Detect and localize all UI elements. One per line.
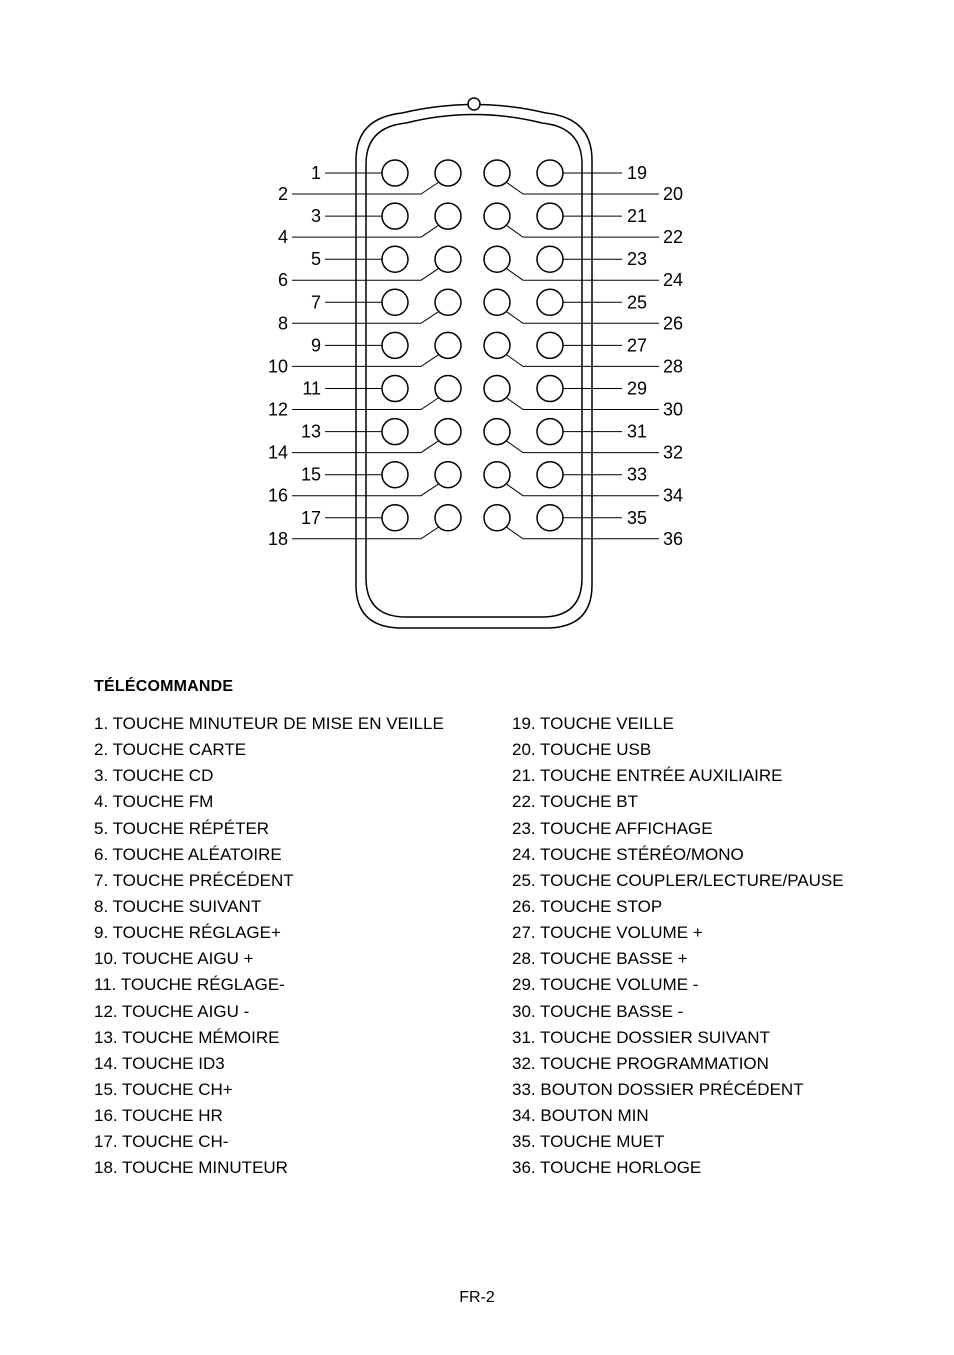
callout-number: 5	[310, 249, 321, 270]
remote-button	[537, 203, 563, 229]
remote-button	[382, 246, 408, 272]
remote-button	[382, 203, 408, 229]
legend-item: 13. TOUCHE MÉMOIRE	[94, 1027, 280, 1047]
remote-top-lug	[468, 98, 480, 110]
legend-item: 15. TOUCHE CH+	[94, 1079, 233, 1099]
legend-item: 12. TOUCHE AIGU -	[94, 1001, 250, 1021]
legend-item: 24. TOUCHE STÉRÉO/MONO	[512, 844, 744, 864]
callout-number: 30	[663, 399, 684, 420]
legend-item: 8. TOUCHE SUIVANT	[94, 896, 262, 916]
callout-number: 32	[663, 442, 684, 463]
callout-number: 24	[663, 270, 684, 291]
legend-item: 36. TOUCHE HORLOGE	[512, 1158, 702, 1178]
legend-item: 14. TOUCHE ID3	[94, 1053, 225, 1073]
callout-number: 14	[267, 442, 288, 463]
legend-item: 4. TOUCHE FM	[94, 792, 214, 812]
legend-item: 28. TOUCHE BASSE +	[512, 949, 688, 969]
callout-number: 15	[300, 464, 321, 485]
callout-number: 1	[310, 163, 321, 183]
callout-labels	[268, 163, 683, 549]
callout-number: 25	[627, 292, 648, 313]
legend-item: 11. TOUCHE RÉGLAGE-	[94, 975, 285, 995]
callout-number: 17	[300, 507, 321, 528]
remote-button	[537, 419, 563, 445]
legend-right-column	[512, 714, 844, 1185]
callout-lines	[292, 173, 659, 539]
callout-number: 22	[663, 227, 684, 248]
remote-button	[537, 505, 563, 531]
legend-item: 34. BOUTON MIN	[512, 1106, 649, 1126]
callout-number: 28	[663, 356, 684, 377]
legend-item: 27. TOUCHE VOLUME +	[512, 923, 703, 943]
remote-button	[537, 246, 563, 272]
remote-button	[537, 376, 563, 402]
legend-item: 21. TOUCHE ENTRÉE AUXILIAIRE	[512, 766, 783, 786]
legend-item: 9. TOUCHE RÉGLAGE+	[94, 923, 281, 943]
callout-number: 26	[663, 313, 684, 334]
callout-number: 13	[300, 421, 321, 442]
legend-left-column	[94, 714, 444, 1185]
callout-number: 3	[310, 206, 321, 227]
legend-item: 25. TOUCHE COUPLER/LECTURE/PAUSE	[512, 870, 844, 890]
remote-buttons	[382, 160, 563, 531]
legend-item: 3. TOUCHE CD	[94, 766, 214, 786]
legend-item: 29. TOUCHE VOLUME -	[512, 975, 699, 995]
legend-item: 22. TOUCHE BT	[512, 792, 638, 812]
remote-button	[537, 160, 563, 186]
callout-number: 23	[627, 249, 648, 270]
callout-number: 33	[627, 464, 648, 485]
remote-button	[382, 462, 408, 488]
callout-number: 35	[627, 507, 648, 528]
callout-number: 19	[627, 163, 648, 183]
legend-item: 23. TOUCHE AFFICHAGE	[512, 818, 713, 838]
legend-item: 7. TOUCHE PRÉCÉDENT	[94, 870, 294, 890]
remote-button	[382, 289, 408, 315]
legend-item: 35. TOUCHE MUET	[512, 1132, 665, 1152]
remote-button	[537, 289, 563, 315]
callout-number: 6	[277, 270, 288, 291]
callout-number: 4	[277, 227, 288, 248]
legend-item: 18. TOUCHE MINUTEUR	[94, 1158, 288, 1178]
legend-item: 32. TOUCHE PROGRAMMATION	[512, 1053, 769, 1073]
legend-item: 5. TOUCHE RÉPÉTER	[94, 818, 270, 838]
callout-number: 16	[267, 485, 288, 506]
callout-number: 18	[267, 528, 288, 549]
callout-number: 20	[663, 184, 684, 204]
remote-inner-outline	[366, 115, 582, 618]
legend-item: 1. TOUCHE MINUTEUR DE MISE EN VEILLE	[94, 714, 444, 733]
remote-button	[537, 462, 563, 488]
callout-number: 36	[663, 528, 684, 549]
callout-number: 2	[277, 184, 288, 204]
legend-item: 20. TOUCHE USB	[512, 740, 652, 760]
remote-button	[382, 505, 408, 531]
callout-number: 10	[267, 356, 288, 377]
legend-item: 2. TOUCHE CARTE	[94, 740, 247, 760]
legend-item: 33. BOUTON DOSSIER PRÉCÉDENT	[512, 1079, 804, 1099]
remote-button	[382, 376, 408, 402]
callout-number: 9	[310, 335, 321, 356]
callout-number: 12	[267, 399, 288, 420]
section-title: TÉLÉCOMMANDE	[94, 678, 234, 695]
remote-button	[382, 419, 408, 445]
legend-item: 6. TOUCHE ALÉATOIRE	[94, 844, 282, 864]
legend-item: 16. TOUCHE HR	[94, 1106, 223, 1126]
callout-number: 34	[663, 485, 684, 506]
legend-item: 17. TOUCHE CH-	[94, 1132, 229, 1152]
legend-item: 19. TOUCHE VEILLE	[512, 714, 674, 733]
callout-number: 29	[627, 378, 648, 399]
remote-button	[382, 332, 408, 358]
callout-number: 8	[277, 313, 288, 334]
legend-item: 31. TOUCHE DOSSIER SUIVANT	[512, 1027, 770, 1047]
callout-number: 31	[627, 421, 648, 442]
legend-item: 26. TOUCHE STOP	[512, 896, 663, 916]
callout-number: 11	[302, 378, 321, 399]
callout-number: 27	[627, 335, 648, 356]
legend-item: 10. TOUCHE AIGU +	[94, 949, 254, 969]
remote-button	[382, 160, 408, 186]
legend-item: 30. TOUCHE BASSE -	[512, 1001, 684, 1021]
remote-button	[537, 332, 563, 358]
callout-number: 21	[627, 206, 648, 227]
callout-number: 7	[310, 292, 321, 313]
remote-control-diagram	[0, 0, 954, 650]
page-number: FR-2	[459, 1289, 495, 1306]
